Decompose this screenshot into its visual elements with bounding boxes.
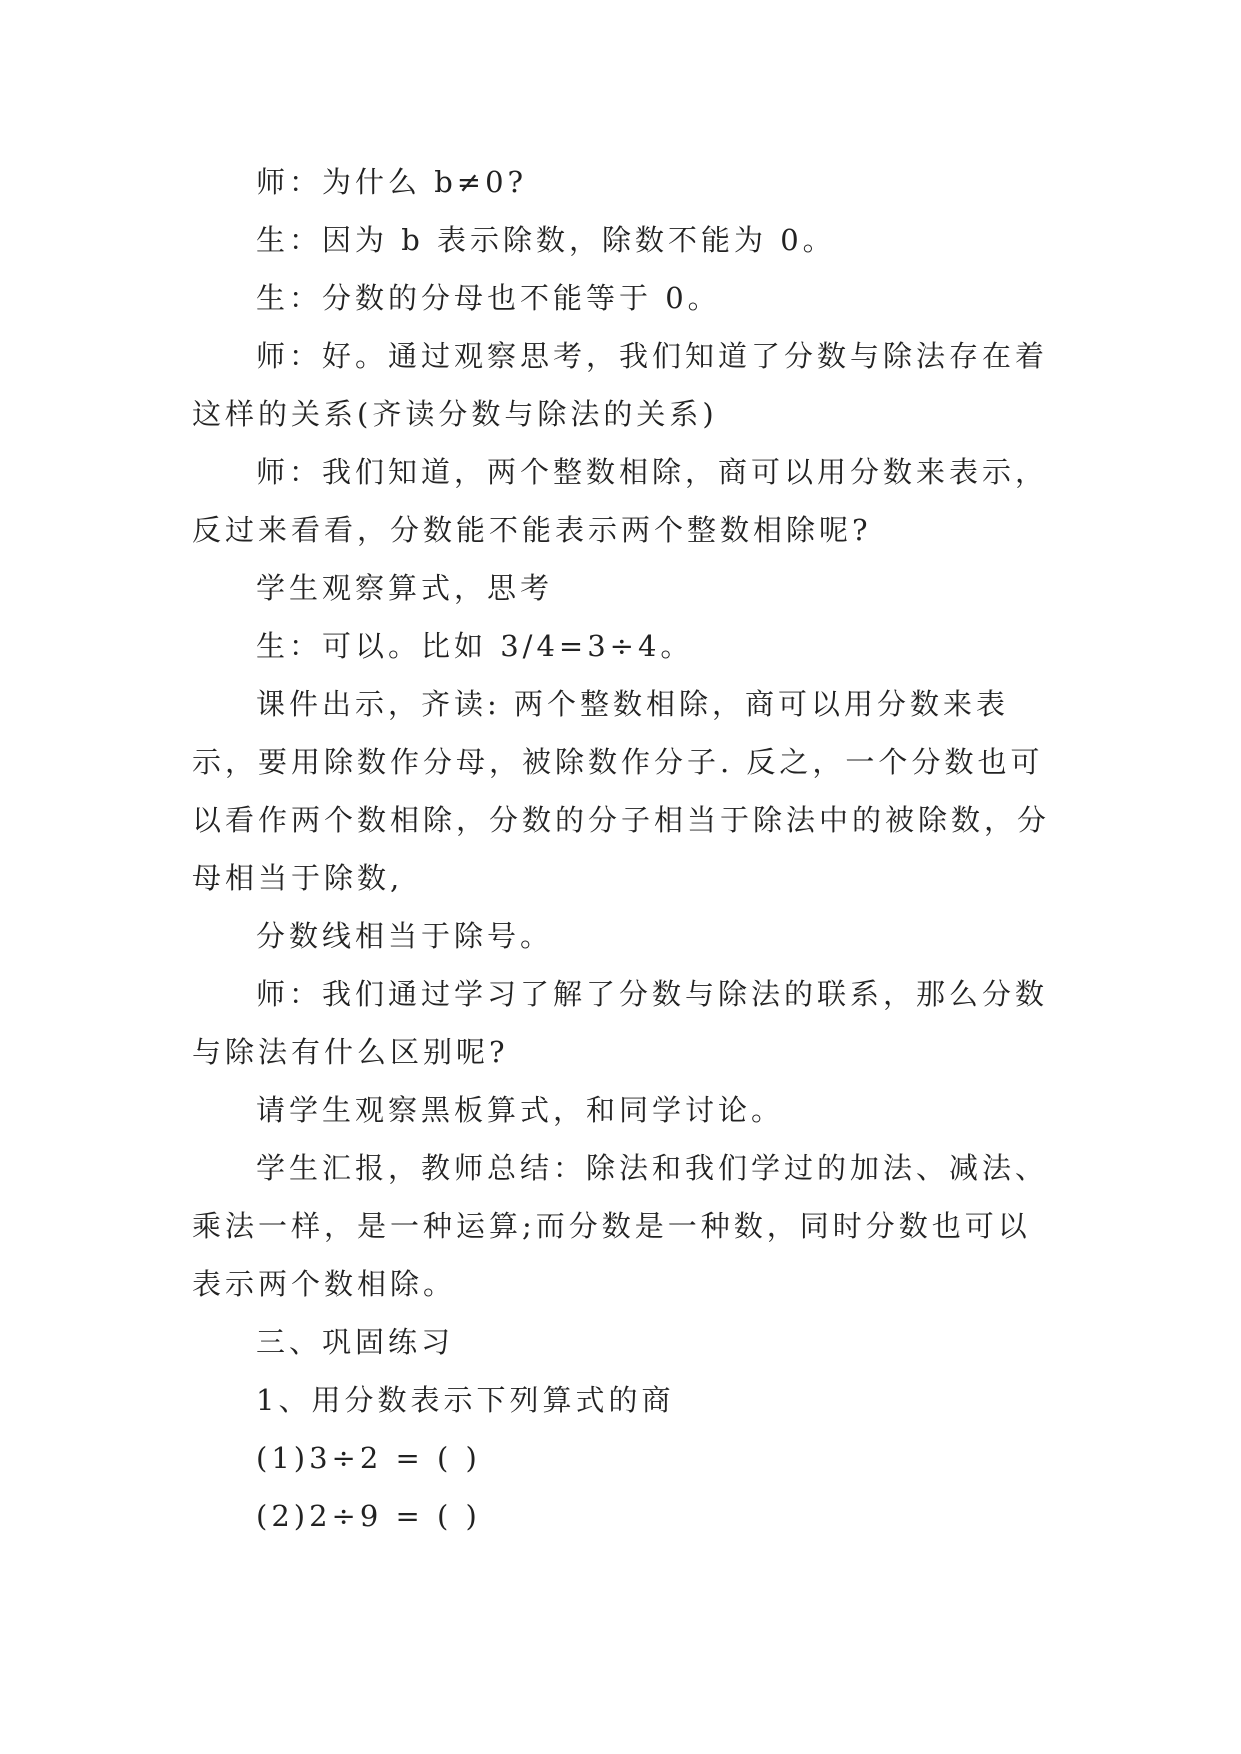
paragraph: 分数线相当于除号。 <box>256 919 554 953</box>
paragraph: 学生观察算式，思考 <box>256 571 554 605</box>
exercise-item: (2)2÷9 = ( ) <box>256 1499 481 1533</box>
paragraph: 生：分数的分母也不能等于 0。 <box>256 281 721 315</box>
paragraph: 请学生观察黑板算式，和同学讨论。 <box>256 1093 785 1127</box>
paragraph: 师：我们知道，两个整数相除，商可以用分数来表示，反过来看看，分数能不能表示两个整数相除呢? <box>192 455 1049 547</box>
paragraph: 课件出示，齐读: 两个整数相除，商可以用分数来表示，要用除数作分母，被除数作分子. 反之，一个分数也可以看作两个数相除，分数的分子相当于除法中的被除数，分母相当于除数, <box>192 687 1051 895</box>
exercise-prompt: 1、用分数表示下列算式的商 <box>256 1383 675 1417</box>
paragraph: 师：为什么 b≠0? <box>256 165 528 199</box>
paragraph: 师：好。通过观察思考，我们知道了分数与除法存在着这样的关系(齐读分数与除法的关系) <box>192 339 1049 431</box>
paragraph: 学生汇报，教师总结：除法和我们学过的加法、减法、乘法一样，是一种运算;而分数是一种数，同时分数也可以表示两个数相除。 <box>192 1151 1049 1301</box>
exercise-item: (1)3÷2 = ( ) <box>256 1441 481 1475</box>
document-body <box>192 153 1052 1545</box>
section-heading: 三、巩固练习 <box>256 1325 455 1359</box>
paragraph: 生：可以。比如 3/4=3÷4。 <box>256 629 694 663</box>
paragraph: 生：因为 b 表示除数，除数不能为 0。 <box>256 223 836 257</box>
paragraph: 师：我们通过学习了解了分数与除法的联系，那么分数与除法有什么区别呢? <box>192 977 1049 1069</box>
